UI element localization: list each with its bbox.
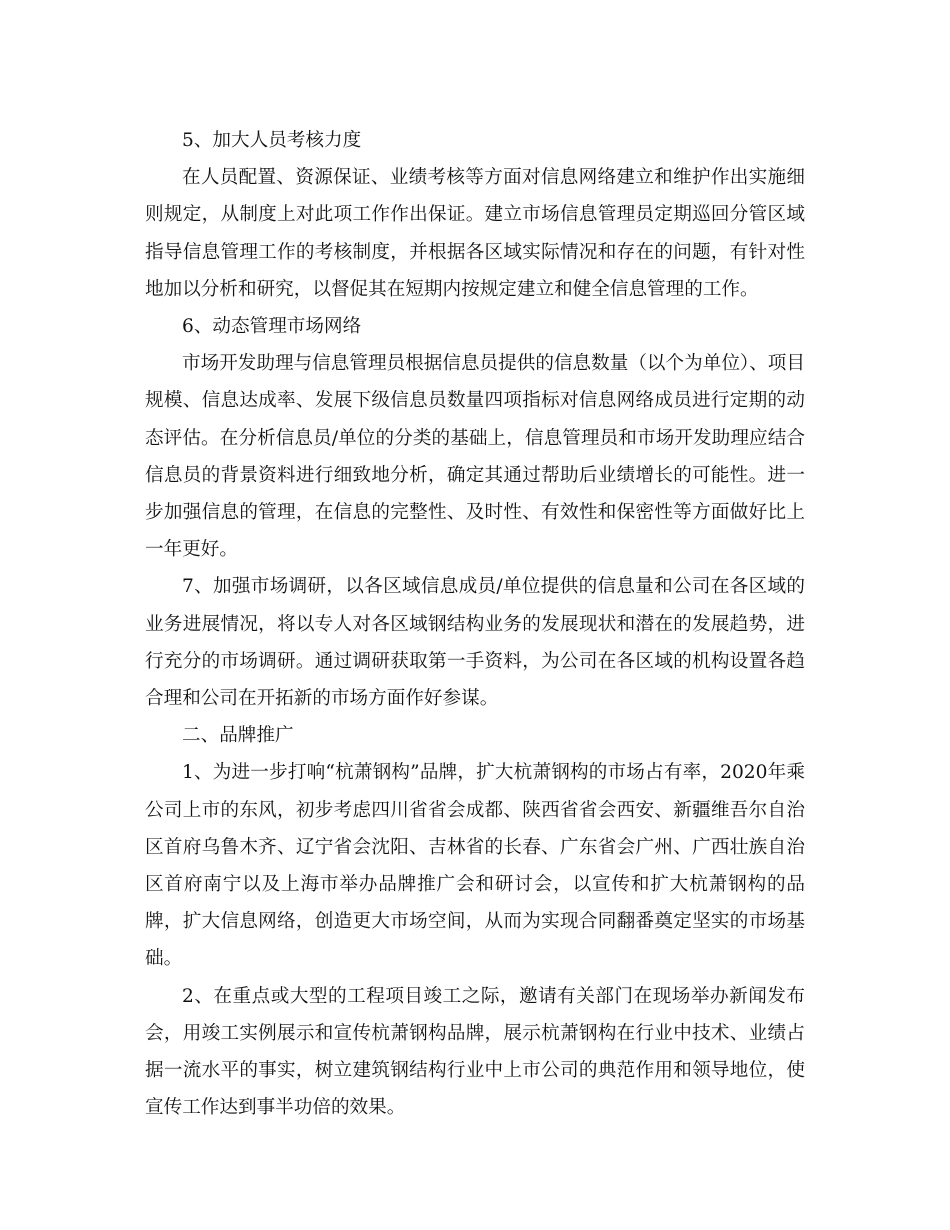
- paragraph-brand-item-1: 1、为进一步打响“杭萧钢构”品牌，扩大杭萧钢构的市场占有率，2020年乘公司上市的东风，初步考虑四川省省会成都、陕西省省会西安、新疆维吾尔自治区首府乌鲁木齐、辽宁省会沈阳、吉林省的长春、广东省会广州、广西壮族自治区首府南宁以及上海市举办品牌推广会和研讨会，以宣传和扩大杭萧钢构的品牌，扩大信息网络，创造更大市场空间，从而为实现合同翻番奠定坚实的市场基础。: [145, 762, 805, 970]
- paragraph-brand-item-2: 2、在重点或大型的工程项目竣工之际，邀请有关部门在现场举办新闻发布会，用竣工实例展示和宣传杭萧钢构品牌，展示杭萧钢构在行业中技术、业绩占据一流水平的事实，树立建筑钢结构行业中上市公司的典范作用和领导地位，使宣传工作达到事半功倍的效果。: [145, 985, 805, 1119]
- section-heading-brand-promotion: 二、品牌推广: [182, 725, 294, 747]
- document-body: [145, 122, 805, 1126]
- paragraph-market-research: 7、加强市场调研，以各区域信息成员/单位提供的信息量和公司在各区域的业务进展情况，将以专人对各区域钢结构业务的发展现状和潜在的发展趋势，进行充分的市场调研。通过调研获取第一手资料，为公司在各区域的机构设置各趋合理和公司在开拓新的市场方面作好参谋。: [145, 576, 805, 710]
- paragraph-personnel-assessment: 在人员配置、资源保证、业绩考核等方面对信息网络建立和维护作出实施细则规定，从制度上对此项工作作出保证。建立市场信息管理员定期巡回分管区域指导信息管理工作的考核制度，并根据各区域实际情况和存在的问题，有针对性地加以分析和研究，以督促其在短期内按规定建立和健全信息管理的工作。: [145, 167, 805, 300]
- paragraph-dynamic-management: 市场开发助理与信息管理员根据信息员提供的信息数量（以个为单位）、项目规模、信息达成率、发展下级信息员数量四项指标对信息网络成员进行定期的动态评估。在分析信息员/单位的分类的基础上，信息管理员和市场开发助理应结合信息员的背景资料进行细致地分析，确定其通过帮助后业绩增长的可能性。进一步加强信息的管理，在信息的完整性、及时性、有效性和保密性等方面做好比上一年更好。: [145, 353, 805, 561]
- section-heading-6: 6、动态管理市场网络: [182, 316, 362, 338]
- section-heading-5: 5、加大人员考核力度: [182, 130, 362, 151]
